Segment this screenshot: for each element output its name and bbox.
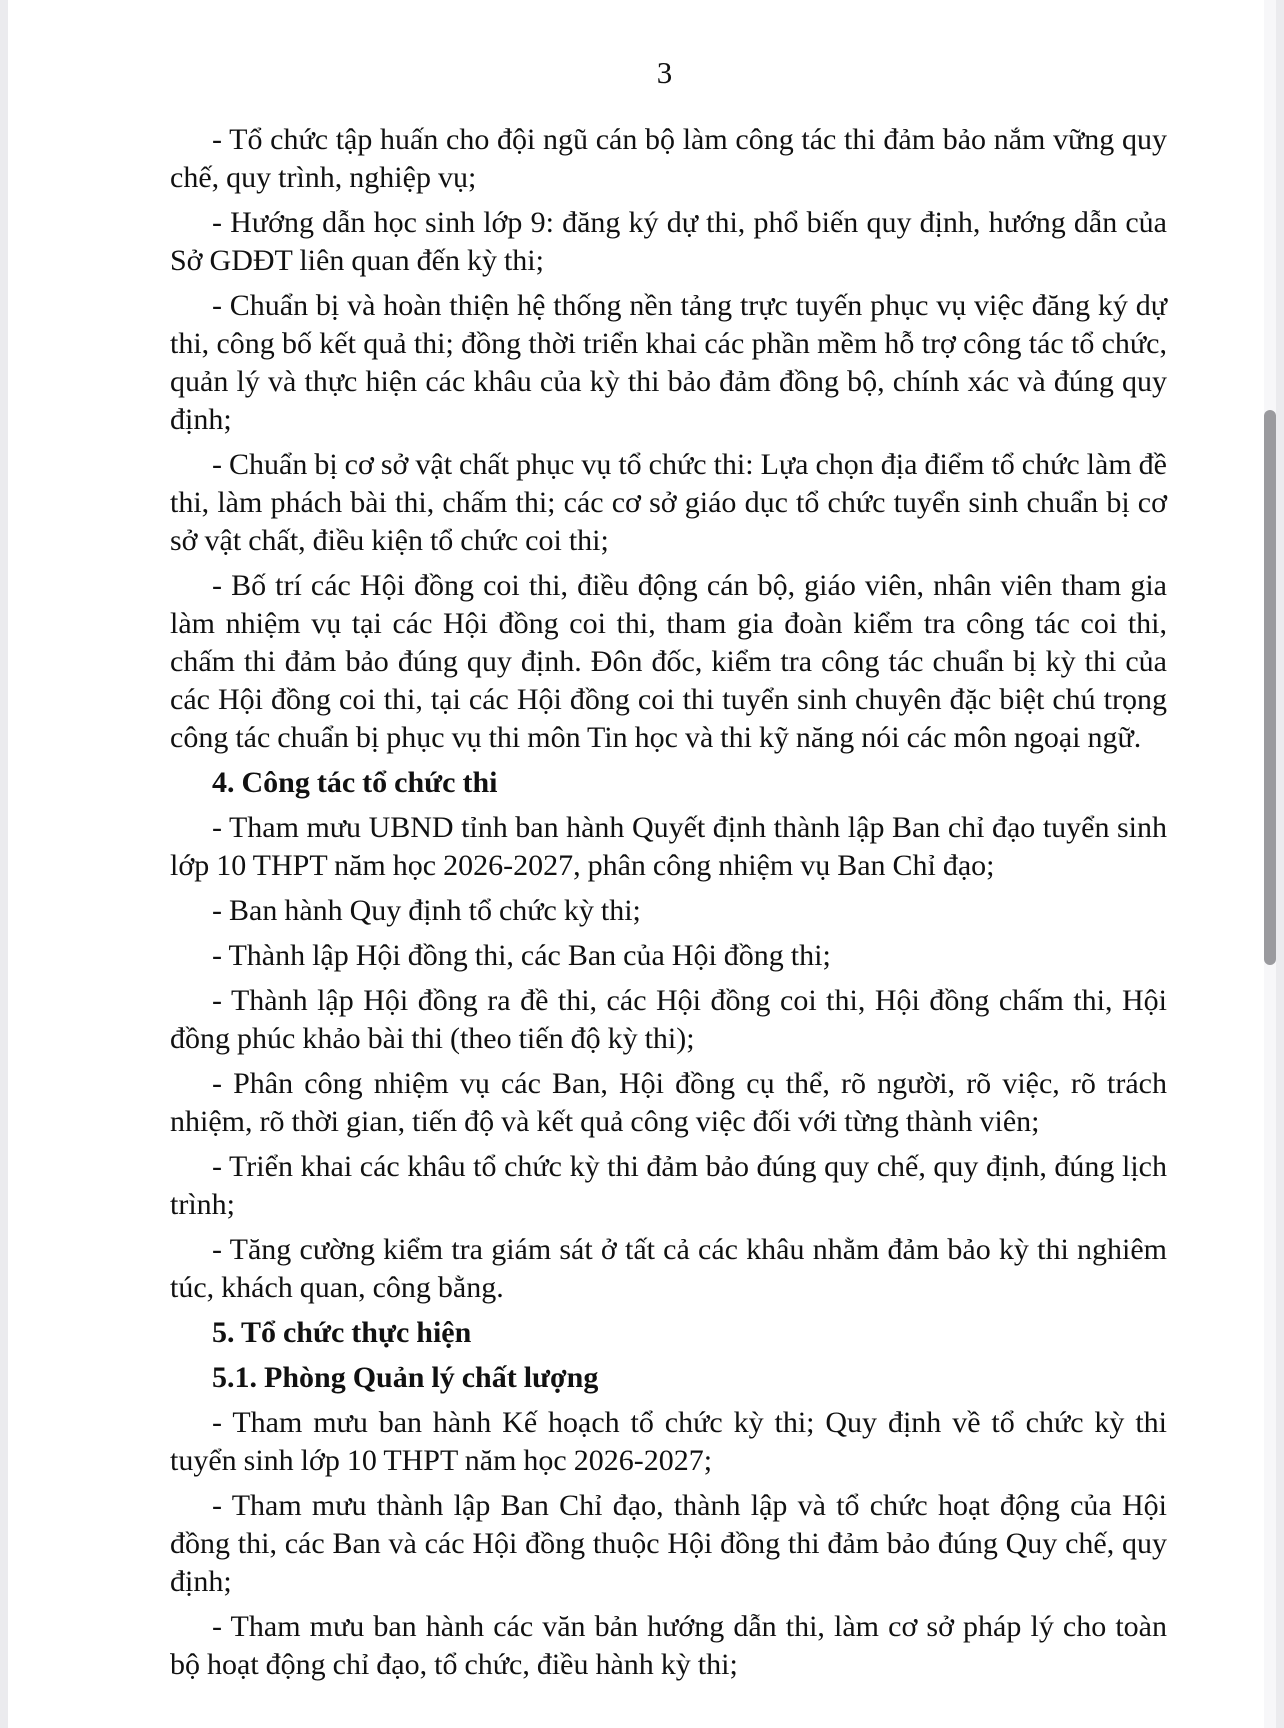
paragraph: - Tham mưu UBND tỉnh ban hành Quyết định thành lập Ban chỉ đạo tuyển sinh lớp 10 THPT năm học 2026-2027, phân công nhiệm vụ Ban Chỉ đạo; (170, 811, 1167, 882)
section-heading: 5.1. Phòng Quản lý chất lượng (212, 1361, 599, 1394)
paragraph: - Thành lập Hội đồng ra đề thi, các Hội đồng coi thi, Hội đồng chấm thi, Hội đồng phúc khảo bài thi (theo tiến độ kỳ thi); (170, 984, 1167, 1055)
paragraph: - Tham mưu ban hành các văn bản hướng dẫn thi, làm cơ sở pháp lý cho toàn bộ hoạt động chỉ đạo, tổ chức, điều hành kỳ thi; (170, 1610, 1167, 1681)
section-heading: 5. Tổ chức thực hiện (212, 1316, 472, 1349)
section-heading: 4. Công tác tổ chức thi (212, 766, 498, 799)
paragraph: - Tăng cường kiểm tra giám sát ở tất cả các khâu nhằm đảm bảo kỳ thi nghiêm túc, khách quan, công bằng. (170, 1233, 1167, 1304)
paragraph: - Triển khai các khâu tổ chức kỳ thi đảm bảo đúng quy chế, quy định, đúng lịch trình; (170, 1150, 1167, 1221)
document-page (8, 0, 1276, 1728)
paragraph: - Tham mưu thành lập Ban Chỉ đạo, thành lập và tổ chức hoạt động của Hội đồng thi, các Ban và các Hội đồng thuộc Hội đồng thi đảm bảo đúng Quy chế, quy định; (170, 1489, 1167, 1598)
scrollbar-thumb[interactable] (1264, 410, 1276, 965)
paragraph: - Phân công nhiệm vụ các Ban, Hội đồng cụ thể, rõ người, rõ việc, rõ trách nhiệm, rõ thời gian, tiến độ và kết quả công việc đối với từng thành viên; (170, 1067, 1167, 1138)
paragraph: - Tổ chức tập huấn cho đội ngũ cán bộ làm công tác thi đảm bảo nắm vững quy chế, quy trình, nghiệp vụ; (170, 123, 1167, 194)
page-number: 3 (656, 55, 673, 90)
document-body (8, 121, 1276, 1684)
paragraph: - Chuẩn bị và hoàn thiện hệ thống nền tảng trực tuyến phục vụ việc đăng ký dự thi, công bố kết quả thi; đồng thời triển khai các phần mềm hỗ trợ công tác tổ chức, quản lý và thực hiện các khâu của kỳ thi bảo đảm đồng bộ, chính xác và đúng quy định; (170, 289, 1167, 436)
paragraph: - Hướng dẫn học sinh lớp 9: đăng ký dự thi, phổ biến quy định, hướng dẫn của Sở GDĐT liên quan đến kỳ thi; (170, 206, 1167, 277)
paragraph: - Tham mưu ban hành Kế hoạch tổ chức kỳ thi; Quy định về tổ chức kỳ thi tuyển sinh lớp 10 THPT năm học 2026-2027; (170, 1406, 1167, 1477)
paragraph: - Ban hành Quy định tổ chức kỳ thi; (212, 894, 641, 927)
paragraph: - Bố trí các Hội đồng coi thi, điều động cán bộ, giáo viên, nhân viên tham gia làm nhiệm vụ tại các Hội đồng coi thi, tham gia đoàn kiểm tra công tác coi thi, chấm thi đảm bảo đúng quy định. Đôn đốc, kiểm tra công tác chuẩn bị kỳ thi của các Hội đồng coi thi, tại các Hội đồng coi thi tuyển sinh chuyên đặc biệt chú trọng công tác chuẩn bị phục vụ thi môn Tin học và thi kỹ năng nói các môn ngoại ngữ. (170, 569, 1167, 754)
paragraph: - Thành lập Hội đồng thi, các Ban của Hội đồng thi; (212, 939, 831, 972)
paragraph: - Chuẩn bị cơ sở vật chất phục vụ tổ chức thi: Lựa chọn địa điểm tổ chức làm đề thi, làm phách bài thi, chấm thi; các cơ sở giáo dục tổ chức tuyển sinh chuẩn bị cơ sở vật chất, điều kiện tổ chức coi thi; (170, 448, 1167, 557)
